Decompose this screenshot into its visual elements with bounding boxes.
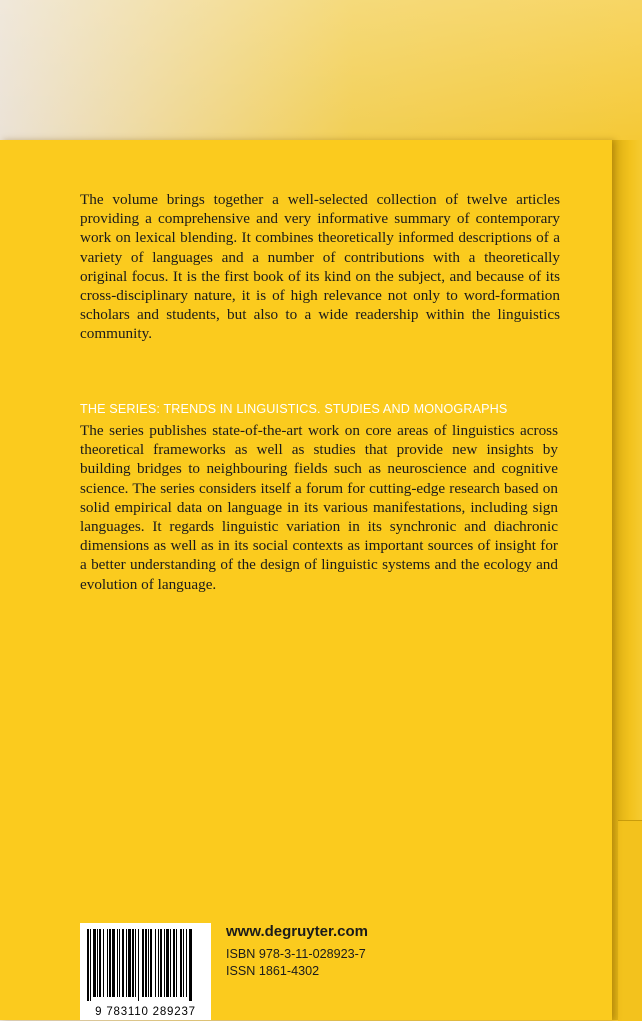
series-description: The series publishes state-of-the-art work on core areas of linguistics across theoretical frameworks as well as studies that provide new insights by building bridges to neighbouring fields such as neuroscience and cognitive science. The series considers itself a forum for cutting-edge research based on solid empirical data on language in its various manifestations, including sign languages. It regards linguistic variation in its synchronic and diachronic dimensions as well as in its social contexts as important sources of insight for a better understanding of the design of linguistic systems and the ecology and evolution of language. xyxy=(80,422,558,593)
barcode-bar xyxy=(138,929,139,1001)
barcode-bar xyxy=(132,929,134,997)
barcode-bars xyxy=(80,923,211,1003)
barcode-bar xyxy=(145,929,147,997)
barcode-bar xyxy=(142,929,144,997)
barcode-bar xyxy=(173,929,175,997)
barcode-bar xyxy=(183,929,184,997)
barcode-bar xyxy=(189,929,192,1001)
barcode-bar xyxy=(164,929,165,997)
barcode-bar xyxy=(186,929,187,997)
isbn-number: ISBN 978-3-11-028923-7 xyxy=(226,947,366,961)
barcode-bar xyxy=(160,929,162,997)
series-heading: THE SERIES: TRENDS IN LINGUISTICS. STUDIES AND MONOGRAPHS xyxy=(80,402,508,416)
barcode-bar xyxy=(176,929,177,997)
barcode-number: 9 783110 289237 xyxy=(95,1006,196,1018)
barcode-bar xyxy=(126,929,127,997)
issn-number: ISSN 1861-4302 xyxy=(226,964,320,978)
barcode-bar xyxy=(103,929,104,997)
barcode-bar xyxy=(122,929,124,997)
barcode-bar xyxy=(180,929,182,997)
back-cover xyxy=(0,140,612,1020)
barcode-bar xyxy=(150,929,152,997)
publisher-info xyxy=(226,923,368,980)
barcode-bar xyxy=(119,929,120,997)
barcode-bar xyxy=(117,929,118,997)
barcode-bar xyxy=(166,929,169,997)
barcode-bar xyxy=(170,929,171,997)
book-blurb: The volume brings together a well-selected collection of twelve articles providing a comprehensive and very informative summary of contemporary work on lexical blending. It combines theoretically informed descriptions of a variety of languages and a number of contributions with a theoretically original focus. It is the first book of its kind on the subject, and because of its cross-disciplinary nature, it is of high relevance not only to word-formation scholars and students, but also to a wide readership within the linguistics community. xyxy=(80,191,560,343)
barcode-bar xyxy=(97,929,98,997)
background-top xyxy=(0,0,642,140)
publisher-website[interactable]: www.degruyter.com xyxy=(226,923,368,940)
barcode-bar xyxy=(155,929,156,997)
isbn-barcode xyxy=(80,923,211,1020)
barcode-bar xyxy=(107,929,108,997)
barcode-bar xyxy=(90,929,91,1001)
barcode-bar xyxy=(148,929,149,997)
barcode-bar xyxy=(99,929,101,997)
barcode-bar xyxy=(158,929,159,997)
barcode-bar xyxy=(135,929,136,997)
barcode-bar xyxy=(93,929,96,997)
barcode-bar xyxy=(112,929,115,997)
barcode-bar xyxy=(109,929,111,997)
barcode-bar xyxy=(128,929,131,997)
barcode-bar xyxy=(87,929,89,1001)
page-edge-lower xyxy=(618,820,642,1021)
